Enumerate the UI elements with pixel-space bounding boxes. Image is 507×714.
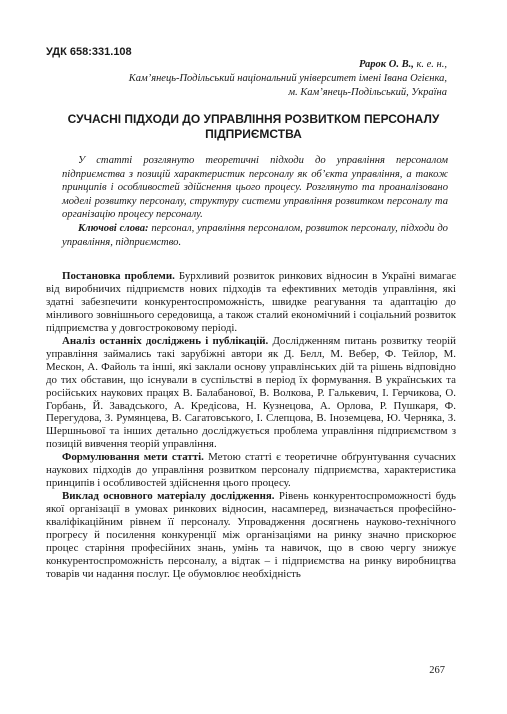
author-location: м. Кам’янець-Подільський, Україна (288, 87, 447, 98)
section-heading: Формулювання мети статті. (62, 451, 204, 464)
author-affiliation: Кам’янець-Подільський національний університет імені Івана Огієнка, (128, 73, 447, 84)
section-text: Рівень конкурентоспроможності будь якої організації в умовах ринкових відносин, насамперед, визначається професійно-кваліфікаційним рівнем її персоналу. Упровадження досягнень науково-технічного прогресу й посилення конкуренції між організаціями на ринку значно прискорює процес старіння професійних знань, умінь та навичок, що в свою чергу знижує конкурентоспроможність персоналу, а відтак – і підприємства на ринку виробництва товарів чи надання послуг. Це обумовлює необхідність (46, 490, 456, 580)
section-heading: Виклад основного матеріалу дослідження. (62, 490, 275, 503)
section-text: Метою статті є теоретичне обґрунтування сучасних наукових підходів до управління розвитком персоналу підприємства, характеристика принципів і особливостей здійснення цього процесу. (46, 451, 456, 490)
section-goal (46, 451, 456, 490)
abstract: У статті розглянуто теоретичні підходи до управління персоналом підприємства з позицій характеристик персоналу як об’єкта управління, а також принципів і особливостей здійснення цього процесу. Розглянуто та проаналізовано моделі розвитку персоналу, структуру системи управління розвитком персоналу та організацію процесу персоналу. (62, 155, 448, 221)
keywords-label: Ключові слова: (78, 223, 149, 234)
section-heading: Аналіз останніх досліджень і публікацій. (62, 334, 269, 347)
author-name: Рарок О. В., (359, 59, 414, 70)
page-number: 267 (429, 665, 445, 676)
author-block (87, 58, 447, 100)
udc-code: УДК 658:331.108 (46, 46, 132, 58)
section-analysis (46, 335, 456, 452)
section-text: Дослідженням питань розвитку теорій управління займались такі зарубіжні автори як Д. Белл, М. Вебер, Ф. Тейлор, М. Мескон, А. Файоль та інші, які заклали основу управлінських дій та рішень відповідно до тих обставин, що існували в суспільстві в період їх формування. В українських та російських наукових працях В. Балабанової, В. Волкова, Р. Галькевич, І. Герчикова, О. Горбань, Й. Завадського, А. Кредісова, Н. Кузнецова, А. Орлова, Р. Пушкаря, Ф. Перегудова, З. Румянцева, В. Сагатовського, І. Слепцова, В. Іноземцева, Ю. Черняка, З. Шершньової та інших детально досліджується проблема управління підприємством з позицій вивчення теорій управління. (46, 334, 456, 451)
article-title: СУЧАСНІ ПІДХОДИ ДО УПРАВЛІННЯ РОЗВИТКОМ ПЕРСОНАЛУ ПІДПРИЄМСТВА (67, 112, 440, 141)
section-text: Бурхливий розвиток ринкових відносин в Україні вимагає від виробничих підприємств нових підходів та ефективних методів управління, які здатні забезпечити конкурентоспроможність, швидке реагування та адаптацію до мінливого зовнішнього середовища, а також сталий економічний і соціальний розвиток підприємства у довгостроковому періоді. (46, 270, 456, 334)
section-heading: Постановка проблеми. (62, 270, 175, 282)
author-degree: к. е. н., (413, 59, 447, 70)
article-body (46, 270, 456, 581)
section-main (46, 490, 456, 581)
keywords-text: персонал, управління персоналом, розвиток персоналу, підходи до управління, підприємство. (62, 223, 448, 248)
keywords (62, 222, 448, 249)
author-line (87, 58, 447, 72)
section-problem (46, 270, 456, 335)
